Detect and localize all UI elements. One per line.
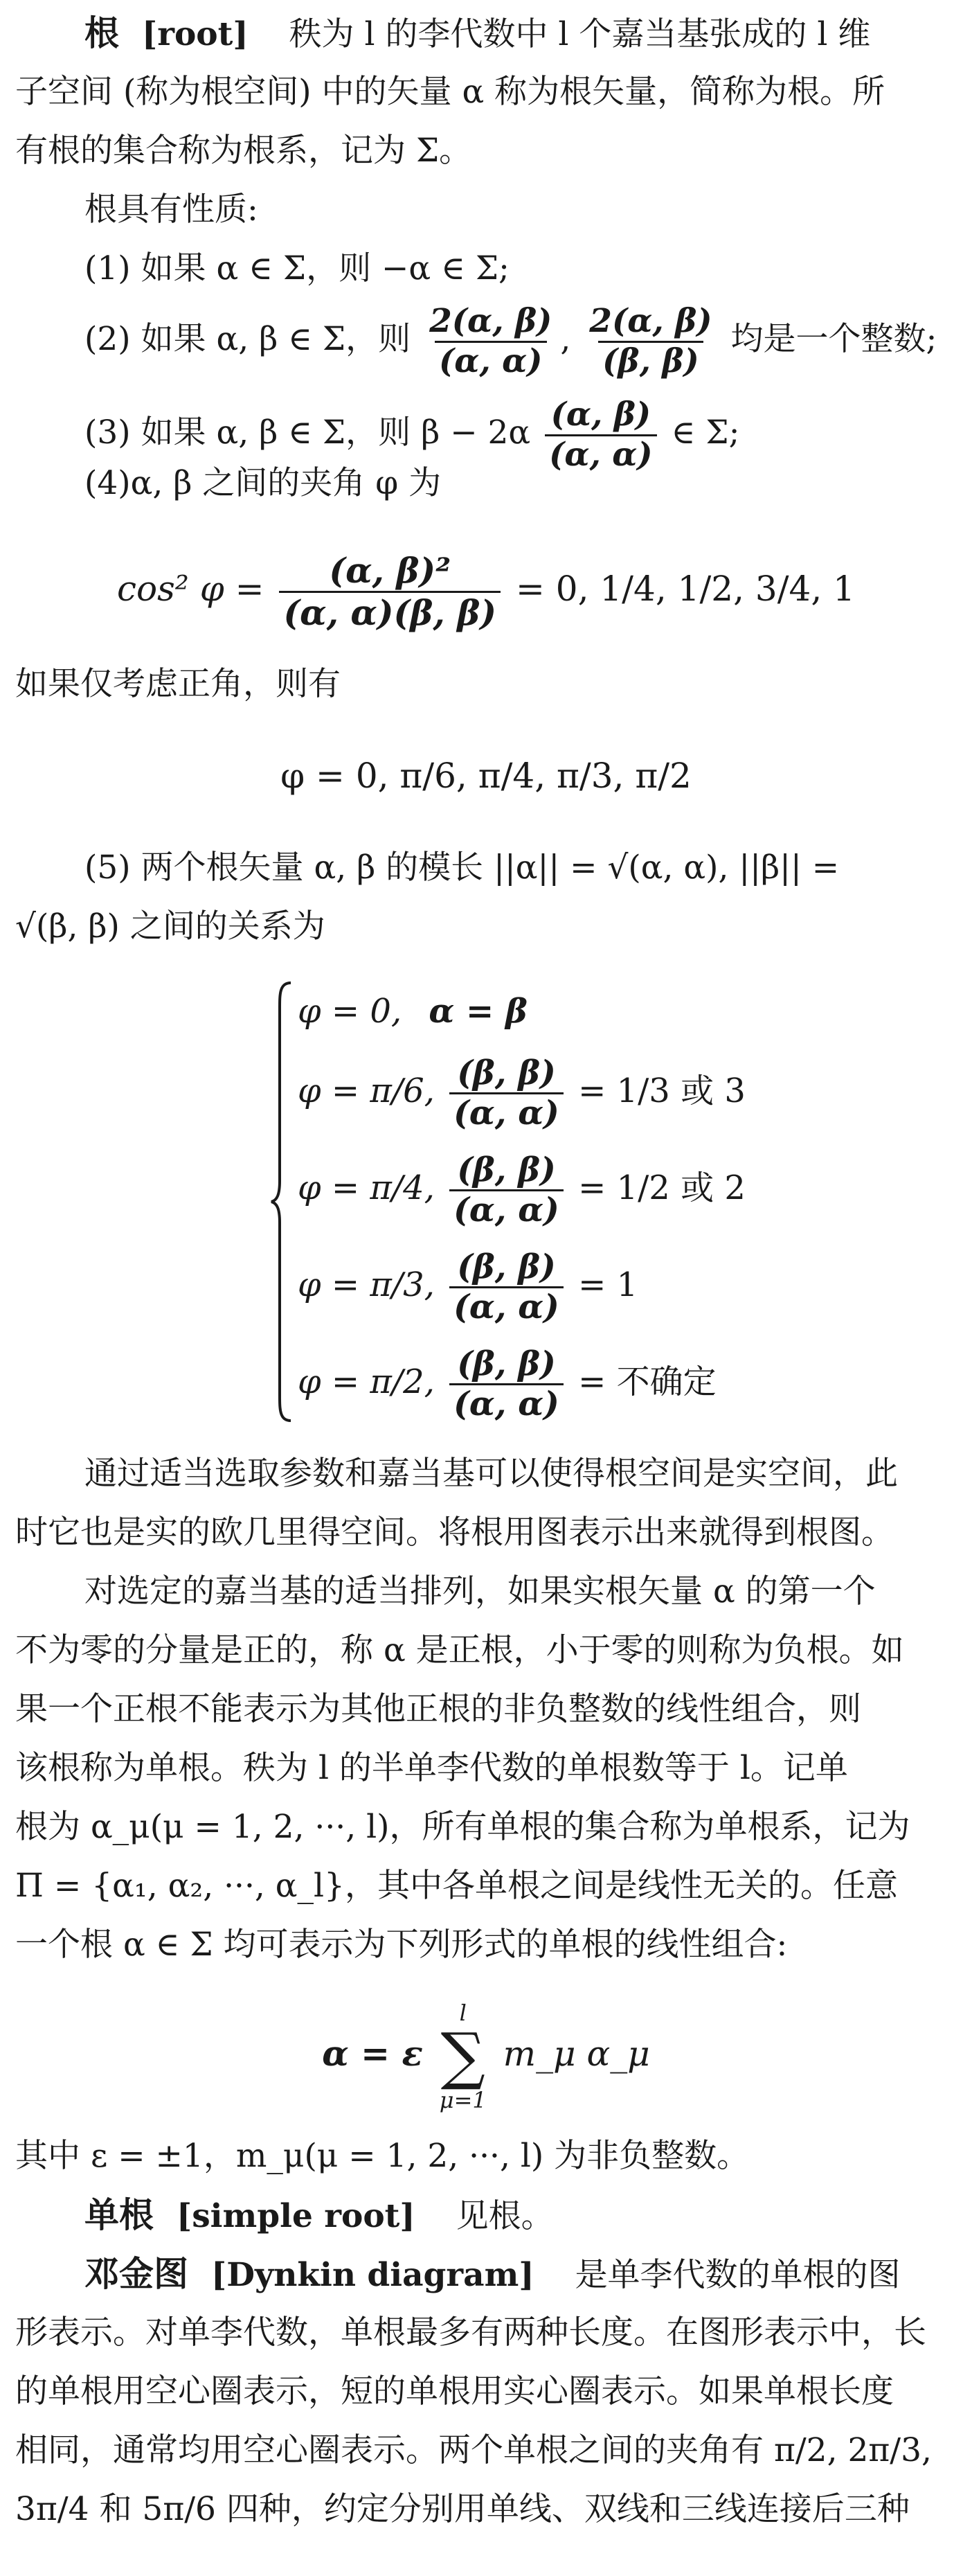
sum-upper-limit: l	[459, 2000, 467, 2026]
root-def-line3: 有根的集合称为根系，记为 Σ。	[15, 132, 472, 170]
case-frac-den: (α, α)	[449, 1286, 564, 1326]
prop-5-line1: (5) 两个根矢量 α, β 的模长 ||α|| = √(α, α), ||β|| =	[84, 849, 840, 887]
simple-root-entry	[84, 2196, 950, 2236]
prop-2-frac1-den: (α, α)	[435, 341, 547, 380]
case-rhs: = 1/2 或 2	[578, 1169, 746, 1207]
case-frac-num: (β, β)	[457, 1344, 556, 1383]
case-row	[298, 1046, 746, 1136]
prop-2-prefix: (2) 如果 α, β ∈ Σ，则	[84, 320, 411, 358]
case-frac-num: (β, β)	[457, 1247, 556, 1286]
dynkin-line5: 3π/4 和 5π/6 四种，约定分别用单线、双线和三线连接后三种	[15, 2490, 910, 2528]
cos-formula	[0, 540, 972, 637]
cos-frac-den: (α, α)(β, β)	[279, 591, 501, 633]
case-rhs: = 1/3 或 3	[578, 1072, 746, 1110]
sum-operator	[440, 2000, 487, 2113]
sum-rhs: m_μ α_μ	[503, 2034, 650, 2074]
dynkin-english: [Dynkin diagram]	[210, 2256, 534, 2294]
sum-formula	[0, 1995, 972, 2113]
case-relation: α = β	[429, 992, 528, 1031]
prop-2-fraction-2	[585, 303, 716, 380]
root-term-line	[84, 14, 972, 54]
case-fraction	[449, 1054, 564, 1132]
para-pos-line6: Π = {α₁, α₂, ···, α_l}，其中各单根之间是线性无关的。任意	[15, 1867, 898, 1905]
para-real-line2: 时它也是实的欧几里得空间。将根用图表示出来就得到根图。	[15, 1513, 894, 1552]
simple-root-english: [simple root]	[176, 2197, 415, 2235]
where-line: 其中 ε = ±1，m_μ(μ = 1, 2, ···, l) 为非负整数。	[15, 2137, 750, 2175]
case-phi: φ = π/6,	[298, 1072, 435, 1110]
case-rhs: = 不确定	[578, 1362, 717, 1401]
dynkin-line2: 形表示。对单李代数，单根最多有两种长度。在图形表示中，长	[15, 2313, 926, 2352]
prop-3-prefix: (3) 如果 α, β ∈ Σ，则 β − 2α	[84, 414, 531, 452]
phi-values: φ = 0, π/6, π/4, π/3, π/2	[280, 756, 692, 796]
prop-5-line2: √(β, β) 之间的关系为	[15, 907, 325, 945]
case-row	[298, 991, 528, 1032]
case-phi: φ = π/2,	[298, 1362, 435, 1401]
prop-3-suffix: ∈ Σ;	[671, 414, 740, 452]
dynkin-term: 邓金图	[84, 2253, 188, 2294]
prop-3-fraction	[545, 396, 657, 473]
para-pos-line7: 一个根 α ∈ Σ 均可表示为下列形式的单根的线性组合:	[15, 1926, 788, 1964]
case-frac-den: (α, α)	[449, 1189, 564, 1229]
case-fraction	[449, 1151, 564, 1229]
cos-frac-num: (α, β)²	[329, 550, 451, 591]
positive-angle-line: 如果仅考虑正角，则有	[15, 665, 341, 703]
cos-lhs: cos² φ =	[117, 569, 264, 609]
case-frac-den: (α, α)	[449, 1092, 564, 1132]
para-pos-line1: 对选定的嘉当基的适当排列，如果实根矢量 α 的第一个	[84, 1572, 876, 1610]
case-frac-num: (β, β)	[457, 1150, 556, 1189]
para-real-line1: 通过适当选取参数和嘉当基可以使得根空间是实空间，此	[84, 1455, 898, 1493]
prop-2: (2) 如果 α, β ∈ Σ，则 $\frac{2(\alpha, \beta)}{(\alpha, \alpha)}$ , $\frac{2(\alpha, \beta)}{(\beta, \beta)}$ 均是一个整数;	[84, 302, 937, 380]
props-title: 根具有性质:	[84, 190, 258, 229]
case-phi: φ = π/4,	[298, 1169, 435, 1207]
cos-fraction	[279, 551, 501, 632]
cos-rhs: = 0, 1/4, 1/2, 3/4, 1	[515, 569, 855, 609]
prop-2-frac2-num: 2(α, β)	[589, 302, 712, 341]
left-brace-icon	[270, 980, 294, 1423]
para-pos-line5: 根为 α_μ(μ = 1, 2, ···, l)，所有单根的集合称为单根系，记为	[15, 1808, 910, 1846]
dynkin-line1: 是单李代数的单根的图	[575, 2256, 901, 2294]
simple-root-text: 见根。	[456, 2197, 554, 2235]
case-row	[298, 1240, 638, 1330]
case-row	[298, 1143, 746, 1233]
sum-lhs: α = ε	[322, 2033, 423, 2074]
para-pos-line2: 不为零的分量是正的，称 α 是正根，小于零的则称为负根。如	[15, 1631, 904, 1669]
sum-lower-limit: μ=1	[439, 2087, 487, 2113]
dynkin-line4: 相同，通常均用空心圈表示。两个单根之间的夹角有 π/2, 2π/3,	[15, 2431, 932, 2469]
prop-3-frac-den: (α, α)	[545, 434, 657, 474]
case-fraction	[449, 1345, 564, 1423]
para-pos-line4: 该根称为单根。秩为 l 的半单李代数的单根数等于 l。记单	[15, 1749, 848, 1787]
case-frac-den: (α, α)	[449, 1383, 564, 1423]
prop-2-suffix: 均是一个整数;	[730, 320, 937, 358]
dynkin-entry	[84, 2255, 950, 2295]
case-phi: φ = π/3,	[298, 1265, 435, 1304]
case-fraction	[449, 1248, 564, 1326]
root-english: [root]	[141, 15, 249, 53]
prop-2-frac1-num: 2(α, β)	[429, 302, 552, 341]
prop-3-frac-num: (α, β)	[550, 396, 651, 434]
para-pos-line3: 果一个正根不能表示为其他正根的非负整数的线性组合，则	[15, 1690, 861, 1728]
sigma-icon: ∑	[440, 2020, 485, 2093]
root-def-line1: 秩为 l 的李代数中 l 个嘉当基张成的 l 维	[289, 15, 871, 53]
simple-root-term: 单根	[84, 2194, 154, 2235]
case-frac-num: (β, β)	[457, 1053, 556, 1092]
prop-2-fraction-1	[425, 303, 556, 380]
root-term: 根	[84, 12, 119, 53]
prop-1: (1) 如果 α ∈ Σ，则 −α ∈ Σ;	[84, 249, 510, 287]
prop-2-frac2-den: (β, β)	[598, 341, 703, 380]
dynkin-line3: 的单根用空心圈表示，短的单根用实心圈表示。如果单根长度	[15, 2372, 894, 2410]
prop-4: (4)α, β 之间的夹角 φ 为	[84, 464, 442, 502]
case-rhs: = 1	[578, 1265, 638, 1304]
case-phi: φ = 0,	[298, 992, 402, 1031]
root-def-line2: 子空间 (称为根空间) 中的矢量 α 称为根矢量，简称为根。所	[15, 73, 885, 111]
case-row	[298, 1337, 717, 1427]
